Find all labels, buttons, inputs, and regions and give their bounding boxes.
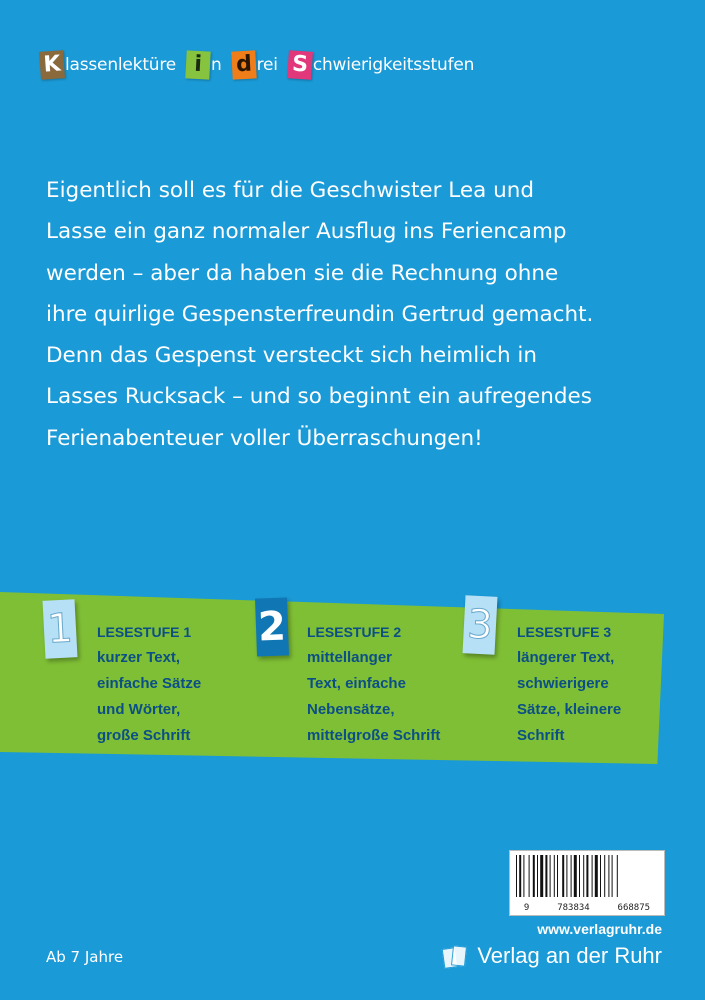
barcode-bar	[586, 855, 588, 897]
level-2-line: mittellanger	[307, 649, 393, 666]
publisher-name: Verlag an der Ruhr	[477, 943, 662, 968]
blurb-line: werden – aber da haben sie die Rechnung ohne	[46, 260, 559, 286]
level-1-title: LESESTUFE 1	[97, 624, 192, 640]
barcode-bar	[604, 855, 605, 897]
barcode-digit-group: 668875	[617, 903, 651, 913]
barcode-bar	[608, 855, 609, 897]
barcode-bar	[516, 855, 517, 897]
letter-tile-d: d	[231, 50, 256, 79]
level-2-line: mittelgroße Schrift	[307, 727, 441, 744]
barcode-bar	[595, 855, 598, 897]
barcode-bar	[545, 855, 547, 897]
barcode-bar	[612, 855, 613, 897]
level-2-number-badge: 2	[255, 597, 289, 656]
level-1-number-badge: 1	[43, 599, 78, 659]
letter-tile-s: S	[287, 50, 313, 80]
barcode-bar	[537, 855, 538, 897]
barcode-bar	[579, 855, 580, 897]
publisher-block	[443, 941, 662, 971]
level-3-line: längerer Text,	[517, 649, 615, 666]
level-1-line: große Schrift	[97, 727, 191, 744]
barcode-digits	[510, 903, 664, 913]
isbn-barcode	[509, 850, 665, 916]
level-1-line: kurzer Text,	[97, 649, 181, 666]
level-2-description	[307, 619, 440, 749]
level-1-line: und Wörter,	[97, 701, 181, 718]
blurb-line: Eigentlich soll es für die Geschwister Lea und	[46, 178, 535, 203]
blurb-line: Denn das Gespenst versteckt sich heimlich in	[46, 343, 538, 369]
barcode-bar	[566, 855, 567, 897]
barcode-digit-group: 9	[523, 903, 530, 913]
barcode-bars	[514, 855, 660, 897]
level-1-description	[97, 619, 201, 749]
series-title	[40, 46, 474, 84]
publisher-logo-icon	[443, 944, 469, 968]
level-3-line: schwierigere	[517, 675, 609, 692]
barcode-bar	[523, 855, 524, 897]
barcode-bar	[529, 855, 530, 897]
barcode-bar	[571, 855, 572, 897]
level-2-title: LESESTUFE 2	[307, 624, 402, 640]
barcode-bar	[519, 855, 521, 897]
level-3-description	[517, 619, 621, 749]
level-3-line: Schrift	[517, 727, 565, 744]
age-recommendation: Ab 7 Jahre	[46, 948, 124, 966]
level-2-line: Nebensätze,	[307, 701, 395, 718]
letter-tile-k: K	[39, 50, 65, 80]
barcode-bar	[600, 855, 601, 897]
barcode-bar	[592, 855, 593, 897]
series-word-klassenlekture: lassenlektüre	[65, 55, 177, 75]
blurb-line: Ferienabenteuer voller Überraschungen!	[46, 425, 483, 451]
blurb-line: Lasse ein ganz normaler Ausflug ins Feriencamp	[46, 219, 567, 245]
barcode-bar	[550, 855, 551, 897]
barcode-digit-group: 783834	[557, 903, 590, 913]
publisher-url: www.verlagruhr.de	[537, 921, 662, 937]
series-word-drei: rei	[256, 55, 278, 75]
blurb-line: ihre quirlige Gespensterfreundin Gertrud gemacht.	[46, 301, 594, 327]
barcode-bar	[557, 855, 558, 897]
barcode-bar	[574, 855, 577, 897]
series-word-in: n	[211, 55, 222, 75]
barcode-bar	[554, 855, 555, 897]
barcode-bar	[583, 855, 584, 897]
barcode-bar	[562, 855, 564, 897]
barcode-bar	[617, 855, 618, 897]
level-3-title: LESESTUFE 3	[517, 624, 612, 640]
series-word-schwierigkeitsstufen: chwierigkeitsstufen	[312, 55, 475, 75]
level-3-line: Sätze, kleinere	[517, 701, 622, 718]
blurb-line: Lasses Rucksack – und so beginnt ein aufregendes	[46, 384, 592, 410]
level-2-line: Text, einfache	[307, 675, 406, 692]
level-1-line: einfache Sätze	[97, 675, 202, 692]
barcode-bar	[540, 855, 543, 897]
letter-tile-i: i	[185, 50, 210, 79]
barcode-bar	[533, 855, 535, 897]
book-blurb	[46, 170, 666, 459]
level-3-number-badge: 3	[463, 595, 498, 655]
